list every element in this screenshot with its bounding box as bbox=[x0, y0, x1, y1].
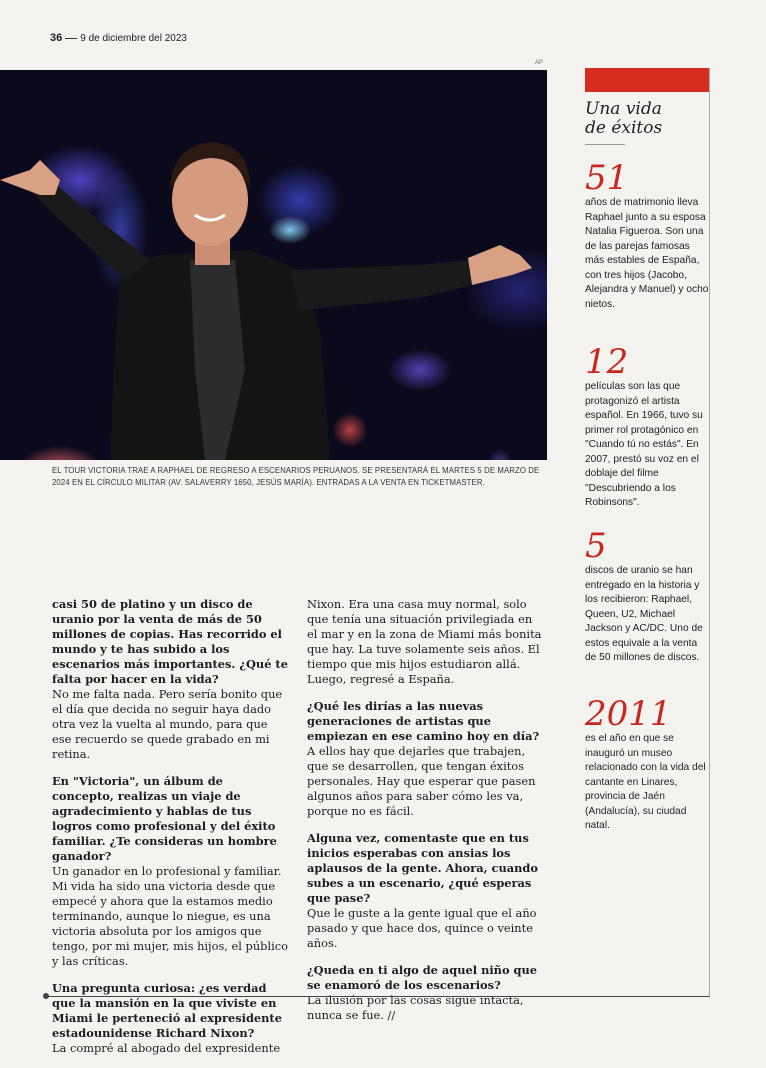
footer-rule bbox=[46, 996, 709, 997]
stat-movies bbox=[585, 344, 709, 511]
qa-block bbox=[52, 597, 288, 762]
qa-block bbox=[307, 597, 543, 687]
question: Una pregunta curiosa: ¿es verdad que la mansión en la que viviste en Miami le perteneció al expresidente estadounidense Richard Nixon? bbox=[52, 981, 282, 1040]
sidebar-title: Una vida de éxitos bbox=[585, 99, 663, 138]
sidebar-divider bbox=[585, 144, 625, 145]
answer: A ellos hay que dejarles que trabajen, que se desarrollen, que tengan éxitos personales. Hay que esperar que pasen algunos años para saber cómo les va, porque no es fácil. bbox=[307, 744, 536, 818]
sidebar-accent-bar bbox=[585, 68, 709, 92]
article-column-2 bbox=[307, 597, 543, 1035]
answer: La ilusión por las cosas sigue intacta, nunca se fue. // bbox=[307, 993, 524, 1022]
qa-block bbox=[307, 699, 543, 819]
question: ¿Queda en ti algo de aquel niño que se enamoró de los escenarios? bbox=[307, 963, 538, 992]
answer: Un ganador en lo profesional y familiar. Mi vida ha sido una victoria desde que empecé y ahora que la estamos medio terminando, aunque lo niegue, es una victoria absoluta por los amigos que tengo, por mi mujer, mis hijos, el público y las críticas. bbox=[52, 864, 288, 968]
header-divider bbox=[65, 38, 77, 39]
answer: No me falta nada. Pero sería bonito que el día que decida no seguir haya dado otra vez la vuelta al mundo, para que ese recuerdo se quede grabado en mi retina. bbox=[52, 687, 283, 761]
stat-text: años de matrimonio lleva Raphael junto a su esposa Natalia Figueroa. Son una de las parejas famosas más estables de España, con tres hijos (Jacobo, Alejandra y Manuel) y ocho nietos. bbox=[585, 197, 709, 310]
stat-text: es el año en que se inauguró un museo relacionado con la vida del cantante en Linares, provincia de Jaén (Andalucía), su ciudad natal. bbox=[585, 733, 706, 831]
qa-block bbox=[307, 831, 543, 951]
stat-number: 5 bbox=[585, 526, 607, 566]
page-header bbox=[50, 32, 187, 44]
stat-text: discos de uranio se han entregado en la historia y los recibieron: Raphael, Queen, U2, Michael Jackson y AC/DC. Uno de estos equivale a la venta de 50 millones de discos. bbox=[585, 565, 703, 663]
stat-uranium-discs bbox=[585, 528, 709, 666]
qa-block bbox=[52, 774, 288, 969]
question: ¿Qué les dirías a las nuevas generaciones de artistas que empiezan en ese camino hoy en día? bbox=[307, 699, 540, 743]
answer: Que le guste a la gente igual que el año pasado y que hace dos, quince o veinte años. bbox=[307, 906, 537, 950]
sidebar-box bbox=[585, 68, 710, 998]
article-column-1 bbox=[52, 597, 288, 1068]
question: casi 50 de platino y un disco de uranio por la venta de más de 50 millones de copias. Has recorrido el mundo y te has subido a los escenarios más importantes. ¿Qué te falta por hacer en la vida? bbox=[52, 597, 288, 686]
performer-photo bbox=[0, 70, 547, 460]
stat-number: 51 bbox=[585, 158, 629, 198]
stat-text: películas son las que protagonizó el artista español. En 1966, tuvo su primer rol protagónico en "Cuando tú no estás". En 2007, prestó su voz en el doblaje del filme "Descubriendo a los Robinsons". bbox=[585, 381, 703, 508]
issue-date: 9 de diciembre del 2023 bbox=[80, 32, 187, 44]
stat-museum-year bbox=[585, 696, 709, 834]
photo-caption: EL TOUR VICTORIA TRAE A RAPHAEL DE REGRESO A ESCENARIOS PERUANOS. SE PRESENTARÁ EL MARTES 5 DE MARZO DE 2024 EN EL CÍRCULO MILITAR (AV. SALAVERRY 1650, JESÚS MARÍA). ENTRADAS A LA VENTA EN TICKETMASTER. bbox=[52, 466, 540, 487]
qa-block bbox=[52, 981, 288, 1056]
question: Alguna vez, comentaste que en tus inicios esperabas con ansias los aplausos de la gente. Ahora, cuando subes a un escenario, ¿qué esperas que pase? bbox=[307, 831, 538, 905]
question: En "Victoria", un álbum de concepto, realizas un viaje de agradecimiento y hablas de tus logros como profesional y del éxito familiar. ¿Te consideras un hombre ganador? bbox=[52, 774, 277, 863]
performer-figure bbox=[0, 70, 547, 460]
stat-number: 12 bbox=[585, 342, 629, 382]
stat-number: 2011 bbox=[585, 694, 672, 734]
stat-marriage bbox=[585, 160, 709, 312]
answer: La compré al abogado del expresidente bbox=[52, 1041, 281, 1055]
page-number: 36 bbox=[50, 32, 63, 44]
answer: Nixon. Era una casa muy normal, solo que tenía una situación privilegiada en el mar y en la zona de Miami más bonita que hay. La tuve solamente seis años. El tiempo que mis hijos estudiaron allá. Luego, regresé a España. bbox=[307, 597, 542, 686]
qa-block bbox=[307, 963, 543, 1023]
photo-credit: AP bbox=[535, 60, 544, 66]
